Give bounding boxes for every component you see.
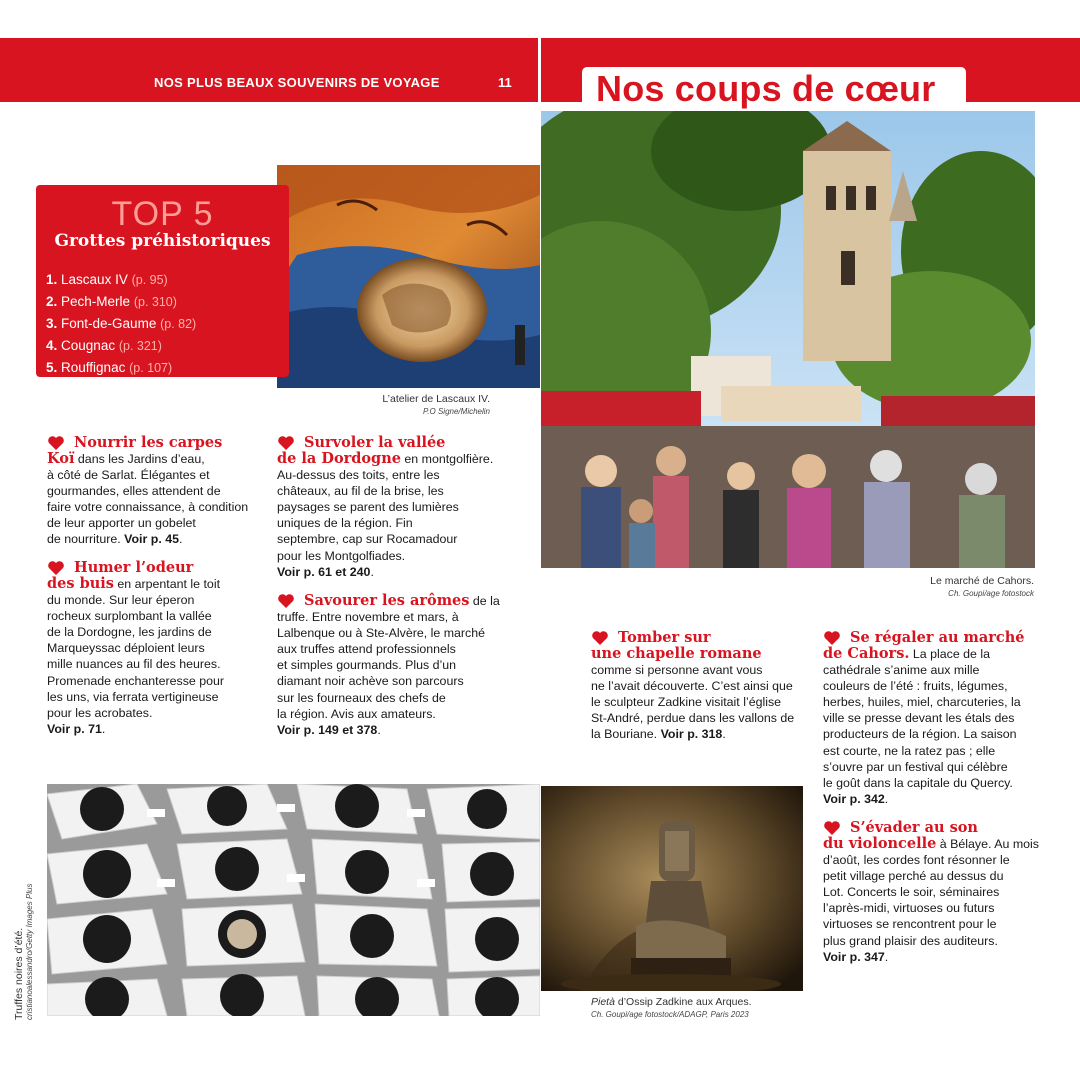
fav-text-line: en arpentant le toit <box>113 577 221 591</box>
truffles-caption-vertical <box>13 883 34 1020</box>
top5-item-ref: (p. 107) <box>129 361 173 375</box>
fav-text-line: rocheux surplombant la vallée <box>47 609 212 624</box>
fav-text-line: uniques de la région. Fin <box>277 516 413 531</box>
top5-item-name: Lascaux IV <box>61 272 128 287</box>
top5-item <box>46 335 196 357</box>
page-reference: Voir p. 61 et 240 <box>277 564 371 579</box>
fav-text-line: Lot. Concerts le soir, séminaires <box>823 885 1000 900</box>
fav-text-line: Marqueyssac déploient leurs <box>47 641 205 656</box>
fav-text-end: . <box>722 727 726 742</box>
truffles-credit: cristianoalessandro/Getty Images Plus <box>25 883 34 1020</box>
fav-text-line: St-André, perdue dans les vallons de <box>591 711 795 726</box>
truffles-caption: Truffes noires d’été. <box>13 927 25 1020</box>
fav-text-line: gourmandes, elles attendent de <box>47 484 221 499</box>
fav-text-end: . <box>884 791 889 806</box>
zadkine-caption-italic: Pietà <box>591 996 615 1008</box>
zadkine-caption <box>591 996 752 1008</box>
top5-item-ref: (p. 95) <box>131 273 168 287</box>
zadkine-pieta-photo <box>541 786 803 991</box>
fav-buis-title: Humer l’odeur <box>74 559 194 576</box>
fav-text-line: l’après-midi, virtuoses ou futurs <box>823 901 995 916</box>
heart-icon <box>277 435 295 451</box>
fav-text-line: virtuoses se rencontrent pour le <box>823 917 997 932</box>
heart-icon <box>591 630 609 646</box>
fav-text-line: diamant noir achève son parcours <box>277 674 464 689</box>
fav-text-line: couleurs de l’été : fruits, légumes, <box>823 679 1008 694</box>
fav-text-line: ne l’avait découverte. C’est ainsi que <box>591 679 793 694</box>
fav-text-line: est courte, ne la ratez pas ; elle <box>823 743 996 758</box>
fav-text-line: pour les Montgolfiades. <box>277 548 406 563</box>
fav-aromes-body <box>277 593 500 738</box>
lascaux-credit: P.O Signe/Michelin <box>423 407 490 416</box>
truffles-photo <box>47 784 540 1016</box>
top5-item <box>46 313 196 335</box>
top5-item-ref: (p. 321) <box>118 339 162 353</box>
fav-text-line: La place de la <box>909 647 991 661</box>
fav-text-line: comme si personne avant vous <box>591 663 763 677</box>
top5-item-number: 1. <box>46 272 58 287</box>
fav-text-line: les uns, via ferrata vertigineuse <box>47 689 219 704</box>
zadkine-caption-rest: d’Ossip Zadkine aux Arques. <box>614 996 752 1008</box>
fav-text-line: de la Dordogne, les jardins de <box>47 625 212 640</box>
fav-text-end: . <box>179 532 183 547</box>
fav-text-line: et simples gourmands. Plus d’un <box>277 658 457 673</box>
top5-item-name: Cougnac <box>61 338 116 353</box>
heart-icon <box>823 630 841 646</box>
fav-carpes-title: Nourrir les carpes <box>74 434 223 451</box>
fav-text-line: la Bouriane. <box>591 727 661 742</box>
section-title: Nos coups de cœur <box>596 68 936 109</box>
fav-violoncelle-title-2: du violoncelle <box>823 835 937 852</box>
fav-text-line: aux truffes attend professionnels <box>277 642 456 657</box>
lascaux-caption: L’atelier de Lascaux IV. <box>382 393 490 405</box>
fav-violoncelle-body <box>823 836 1039 965</box>
fav-marche-title-2: de Cahors. <box>823 645 910 662</box>
fav-text-line: faire votre connaissance, à condition <box>47 500 249 515</box>
fav-text-end: . <box>377 722 381 737</box>
fav-text-line: petit village perché au dessus du <box>823 869 1004 884</box>
fav-text-line: la région. Avis aux amateurs. <box>277 706 436 721</box>
fav-text-line: pour les acrobates. <box>47 705 153 720</box>
fav-carpes-body <box>47 451 248 548</box>
fav-text-line: à côté de Sarlat. Élégantes et <box>47 468 210 483</box>
fav-buis-title-2: des buis <box>47 575 114 592</box>
page-reference: Voir p. 71 <box>47 721 102 736</box>
top5-item <box>46 291 196 313</box>
fav-vallee-title-2: de la Dordogne <box>277 450 401 467</box>
fav-vallee-body <box>277 451 493 580</box>
top5-box <box>36 185 289 377</box>
heart-icon <box>47 560 65 576</box>
fav-marche-title: Se régaler au marché <box>850 629 1025 646</box>
top5-item-number: 3. <box>46 316 58 331</box>
fav-text-line: à Bélaye. Au mois <box>936 837 1039 851</box>
fav-aromes-title: Savourer les arômes <box>304 592 470 609</box>
fav-text-line: le goût dans la capitale du Quercy. <box>823 775 1013 790</box>
page-number: 11 <box>498 75 512 90</box>
heart-icon <box>823 820 841 836</box>
fav-text-end: . <box>101 721 106 736</box>
fav-text-line: sur les fourneaux des chefs de <box>277 690 446 705</box>
fav-text-line: producteurs de la région. La saison <box>823 727 1017 742</box>
fav-text-line: paysages se parent des lumières <box>277 500 459 515</box>
fav-text-end: . <box>884 949 889 964</box>
fav-text-line: dans les Jardins d’eau, <box>74 452 205 466</box>
page-reference: Voir p. 342 <box>823 791 885 806</box>
zadkine-credit: Ch. Goupi/age fotostock/ADAGP, Paris 2023 <box>591 1010 749 1019</box>
cahors-caption: Le marché de Cahors. <box>930 575 1034 587</box>
fav-text-line: le sculpteur Zadkine visitait l’église <box>591 695 782 710</box>
top5-item-ref: (p. 310) <box>133 295 177 309</box>
fav-carpes-title-2: Koï <box>47 450 75 467</box>
top5-item-name: Rouffignac <box>61 360 126 375</box>
top5-item-ref: (p. 82) <box>160 317 197 331</box>
fav-text-line: d’août, les cordes font résonner le <box>823 853 1010 868</box>
fav-text-line: châteaux, au fil de la brise, les <box>277 484 444 499</box>
top5-label: TOP 5 <box>111 195 214 233</box>
fav-text-line: ville se presse devant les étals des <box>823 711 1015 726</box>
cahors-credit: Ch. Goupi/age fotostock <box>948 589 1034 598</box>
fav-text-line: truffe. Entre novembre et mars, à <box>277 610 459 625</box>
top5-list <box>46 269 196 379</box>
page-reference: Voir p. 318 <box>660 727 723 742</box>
fav-text-line: s’ouvre par un festival qui célèbre <box>823 759 1008 774</box>
fav-marche-body <box>823 646 1021 807</box>
top5-item <box>46 269 196 291</box>
top5-item-name: Font-de-Gaume <box>61 316 157 331</box>
top5-item-number: 5. <box>46 360 58 375</box>
top5-subtitle: Grottes préhistoriques <box>54 231 271 251</box>
fav-violoncelle-title: S’évader au son <box>850 819 978 836</box>
fav-chapelle-title: Tomber sur <box>618 629 711 646</box>
top5-item-name: Pech-Merle <box>61 294 131 309</box>
lascaux-photo <box>277 165 540 388</box>
heart-icon <box>47 435 65 451</box>
top5-item-number: 4. <box>46 338 58 353</box>
fav-text-line: herbes, huiles, miel, charcuteries, la <box>823 695 1021 710</box>
cahors-market-photo <box>541 111 1035 568</box>
fav-text-end: . <box>370 564 374 579</box>
fav-text-line: mille nuances au fil des heures. <box>47 657 221 672</box>
fav-text-line: Lalbenque ou à Ste-Alvère, le marché <box>277 626 486 641</box>
fav-text-line: Promenade enchanteresse pour <box>47 673 225 688</box>
fav-text-line: cathédrale s’anime aux mille <box>823 663 980 678</box>
fav-buis-body <box>47 576 224 737</box>
page-reference: Voir p. 149 et 378 <box>277 722 378 737</box>
fav-chapelle-body <box>591 662 794 742</box>
top5-item-number: 2. <box>46 294 58 309</box>
header-band-left <box>0 38 538 102</box>
fav-vallee-title: Survoler la vallée <box>304 434 446 451</box>
running-title: NOS PLUS BEAUX SOUVENIRS DE VOYAGE <box>154 75 440 90</box>
fav-text-line: de la <box>469 594 500 608</box>
fav-text-line: Au-dessus des toits, entre les <box>277 468 440 483</box>
fav-text-line: en montgolfière. <box>400 452 494 466</box>
page-reference: Voir p. 347 <box>823 949 885 964</box>
fav-text-line: du monde. Sur leur éperon <box>47 593 195 608</box>
fav-text-line: plus grand plaisir des auditeurs. <box>823 933 998 948</box>
fav-text-line: de nourriture. <box>47 532 125 547</box>
top5-item <box>46 357 196 379</box>
page-reference: Voir p. 45 <box>124 532 179 547</box>
fav-chapelle-title-2: une chapelle romane <box>591 645 762 662</box>
fav-text-line: septembre, cap sur Rocamadour <box>277 532 458 547</box>
fav-text-line: de leur apporter un gobelet <box>47 516 196 531</box>
